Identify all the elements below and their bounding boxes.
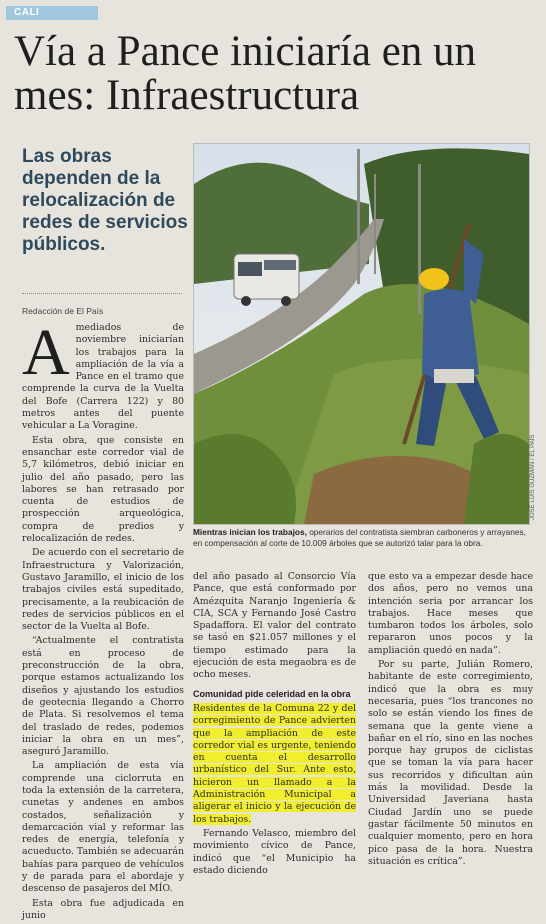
article-column-1: [22, 316, 184, 924]
article-photo: [193, 143, 530, 525]
byline: Redacción de El País: [22, 306, 104, 316]
highlighted-paragraph: [193, 703, 356, 826]
paragraph: que esto va a empezar desde hace dos años, pero no vemos una intención seria por arrancar los trabajos. Hace meses que tumbaron todos los árboles, solo repararon unos pocos y la ampliación quedó en nada”.: [368, 571, 533, 656]
paragraph: “Actualmente el contratista está en proceso de preconstrucción de la obra, porque estamos actualizando los diseños y ajustando los estudios de geotecnia llegando a Chorro de Plata. Si resolvemos el tema del traslado de redes, podemos iniciar la obra en un mes”, aseguró Jaramillo.: [22, 635, 184, 758]
photo-illustration: [194, 144, 529, 524]
intertitle: Comunidad pide celeridad en la obra: [193, 688, 351, 699]
article-column-2: [193, 571, 356, 879]
article-column-3: [368, 571, 533, 870]
paragraph: Por su parte, Julián Romero, habitante de este corregimiento, indicó que la obra es muy necesaria, pues “los trancones no solo se están viendo los fines de semana que la gente viene a bañar en el río, sino en las noches porque hay grupos de ciclistas que se toman la vía para hacer sus recorridos y dificultan aún más la movilidad. Desde la Universidad Javeriana hasta Ciudad Jardín uno se puede gastar fácilmente 50 minutos en cualquier momento, pero en hora pico pasa de la hora. Nuestra situación es crítica”.: [368, 659, 533, 867]
paragraph: La ampliación de esta vía comprende una ciclorruta en toda la extensión de la carretera, cunetas y andenes en ambos costados, señalización y demarcación vial y reformar las redes de energía, telefonía y acueducto. También se adecuarán bahías para parqueo de vehículos y de parada para el abordaje y descenso de pasajeros del MÍO.: [22, 760, 184, 895]
caption-text: operarios del contratista siembran carboneros y arrayanes, en compensación al corte de 10.009 árboles que se autorizó talar para la obra.: [193, 527, 526, 548]
headline: Vía a Pance iniciaría en un mes: Infraestructura: [14, 28, 477, 119]
caption-lead: Mientras inician los trabajos,: [193, 527, 307, 537]
paragraph: Esta obra fue adjudicada en junio: [22, 897, 184, 921]
paragraph-text: mediados de noviembre iniciarían los trabajos para la ampliación de la vía a Pance en el tramo que comprende la curva de la Vuelta del Bofe (Carrera 122) y 80 metros antes del puente vehicular a La Voragine.: [22, 322, 184, 432]
subheadline: Las obras dependen de la relocalización de redes de servicios públicos.: [22, 146, 188, 255]
paragraph: [22, 316, 184, 433]
paragraph: del año pasado al Consorcio Vía Pance, que está conformado por Amézquita Naranjo Ingeniería & CIA, SCA y Fernando José Castro Spadaffora. El valor del contrato se tasó en $21.057 millones y el tiempo estimado para la ejecución de esta megaobra es de ocho meses.: [193, 571, 356, 681]
drop-cap: A: [22, 316, 70, 389]
highlight: Residentes de la Comuna 22 y del corregimiento de Pance advierten que la ampliación de este corredor vial es urgente, teniendo en cuenta el desarrollo urbanístico del Sur. Ante esto, hicieron un llamado a la Administración Municipal a aligerar el inicio y la ejecución de los trabajos.: [193, 702, 356, 825]
paragraph: De acuerdo con el secretario de Infraestructura y Valorización, Gustavo Jaramillo, el inicio de los trabajos civiles está supeditado, precisamente, a la reubicación de redes de servicios públicos en el sector de la Vuelta al Bofe.: [22, 547, 184, 633]
byline-divider: [22, 293, 182, 294]
photo-credit: JOSÉ LUIS GUZMÁN / EL PAÍS: [530, 434, 536, 520]
section-tag: CALI: [6, 6, 98, 20]
bus-figure: [234, 254, 299, 306]
paragraph: Esta obra, que consiste en ensanchar este corredor vial de 5,7 kilómetros, debió iniciar en julio del año pasado, pero las labores se han retrasado por cuenta de estudios de prospección arqueológica, compra de predios y relocalización de redes.: [22, 434, 184, 545]
photo-caption: [193, 527, 533, 549]
paragraph: Fernando Velasco, miembro del movimiento cívico de Pance, indicó que “el Municipio ha estado diciendo: [193, 827, 356, 876]
